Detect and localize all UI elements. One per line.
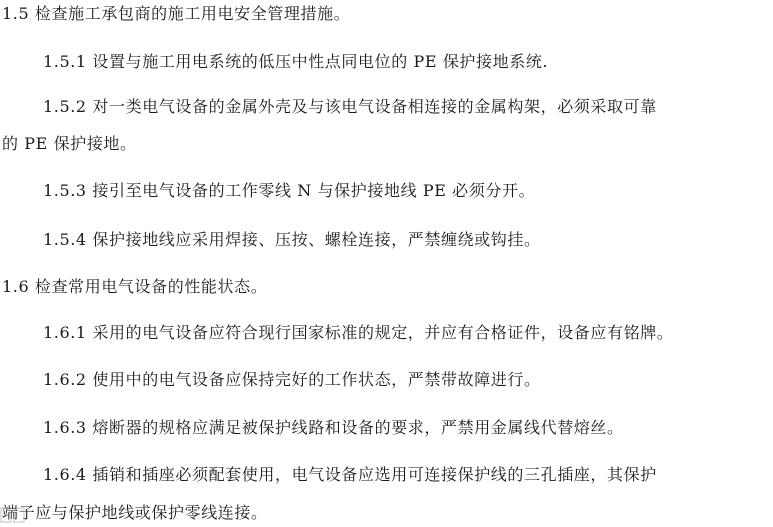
paragraph-1-5-3: 1.5.3 接引至电气设备的工作零线 N 与保护接地线 PE 必须分开。 <box>43 181 536 200</box>
paragraph-1-6-1: 1.6.1 采用的电气设备应符合现行国家标准的规定，并应有合格证件，设备应有铭牌。 <box>43 323 674 342</box>
paragraph-1-5-2-continued: 的 PE 保护接地。 <box>2 134 137 153</box>
paragraph-1-5-1: 1.5.1 设置与施工用电系统的低压中性点同电位的 PE 保护接地系统. <box>43 52 549 71</box>
watermark-logo-icon <box>0 506 26 524</box>
paragraph-1-5-4: 1.5.4 保护接地线应采用焊接、压按、螺栓连接，严禁缠绕或钩挂。 <box>43 230 541 249</box>
paragraph-1-5-2: 1.5.2 对一类电气设备的金属外壳及与该电气设备相连接的金属构架，必须采取可靠 <box>43 97 657 116</box>
paragraph-1-6-4-continued: 端子应与保护地线或保护零线连接。 <box>2 503 268 522</box>
section-heading-1-5: 1.5 检查施工承包商的施工用电安全管理措施。 <box>2 4 351 23</box>
paragraph-1-6-3: 1.6.3 熔断器的规格应满足被保护线路和设备的要求，严禁用金属线代替熔丝。 <box>43 418 624 437</box>
paragraph-1-6-4: 1.6.4 插销和插座必须配套使用，电气设备应选用可连接保护线的三孔插座，其保护 <box>43 465 657 484</box>
paragraph-1-6-2: 1.6.2 使用中的电气设备应保持完好的工作状态，严禁带故障进行。 <box>43 370 541 389</box>
section-heading-1-6: 1.6 检查常用电气设备的性能状态。 <box>2 277 268 296</box>
